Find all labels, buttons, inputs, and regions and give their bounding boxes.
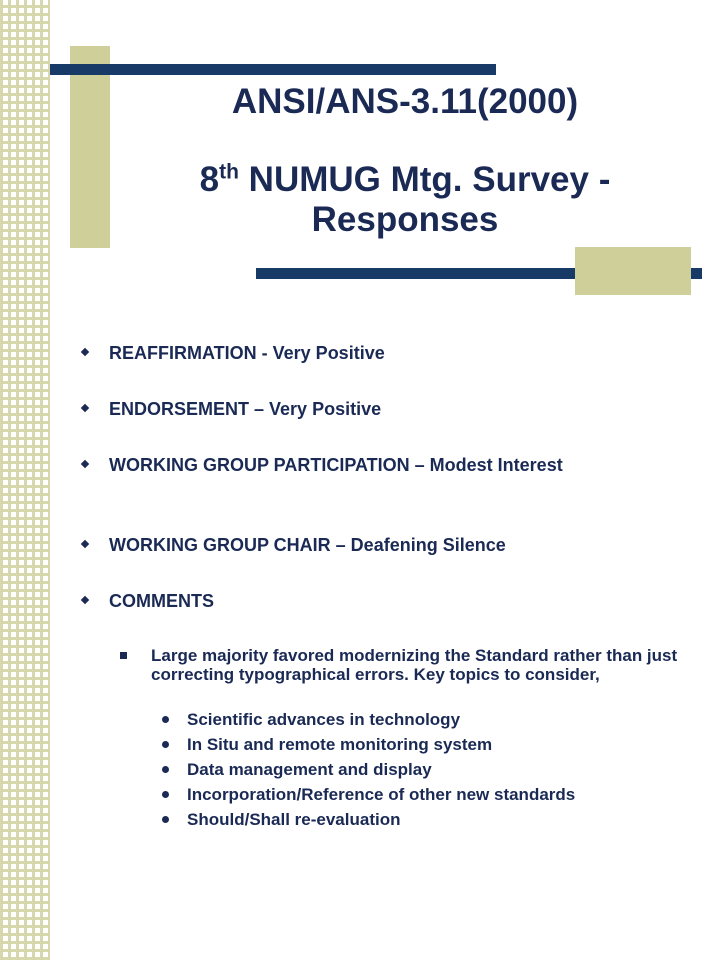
dot-bullet-icon	[162, 766, 169, 773]
bullet-text: ENDORSEMENT – Very Positive	[109, 399, 382, 419]
diamond-bullet-icon	[80, 595, 90, 605]
olive-block-right	[575, 247, 691, 295]
topic-text: Should/Shall re-evaluation	[187, 810, 401, 829]
subtitle-number: 8	[199, 160, 220, 199]
bullet-text: REAFFIRMATION - Very Positive	[109, 343, 385, 363]
diamond-bullet-icon	[80, 347, 90, 357]
topic-text: Data management and display	[187, 760, 432, 779]
diamond-bullet-icon	[80, 403, 90, 413]
subtitle-line-2: Responses	[311, 200, 499, 239]
square-bullet-icon	[120, 652, 127, 659]
dot-bullet-icon	[162, 791, 169, 798]
dot-bullet-icon	[162, 741, 169, 748]
topic-text: Incorporation/Reference of other new standards	[187, 785, 576, 804]
bullet-text: COMMENTS	[109, 591, 214, 611]
bullet-text: WORKING GROUP CHAIR – Deafening Silence	[109, 535, 506, 555]
slide-title: ANSI/ANS-3.11(2000)	[231, 82, 579, 121]
olive-block-left	[70, 46, 110, 248]
topic-text: In Situ and remote monitoring system	[187, 735, 493, 754]
dot-bullet-icon	[162, 716, 169, 723]
topic-text: Scientific advances in technology	[187, 710, 461, 729]
subtitle-text: NUMUG Mtg. Survey -	[238, 160, 611, 199]
slide-subtitle	[120, 160, 690, 240]
checkered-side-strip	[0, 0, 50, 960]
comment-text: Large majority favored modernizing the Standard rather than just correcting typographical errors. Key topics to consider,	[151, 646, 678, 684]
subtitle-superscript: th	[219, 160, 239, 184]
diamond-bullet-icon	[80, 459, 90, 469]
navy-bar-top	[50, 64, 496, 75]
dot-bullet-icon	[162, 816, 169, 823]
diamond-bullet-icon	[80, 539, 90, 549]
bullet-text: WORKING GROUP PARTICIPATION – Modest Interest	[109, 455, 563, 475]
